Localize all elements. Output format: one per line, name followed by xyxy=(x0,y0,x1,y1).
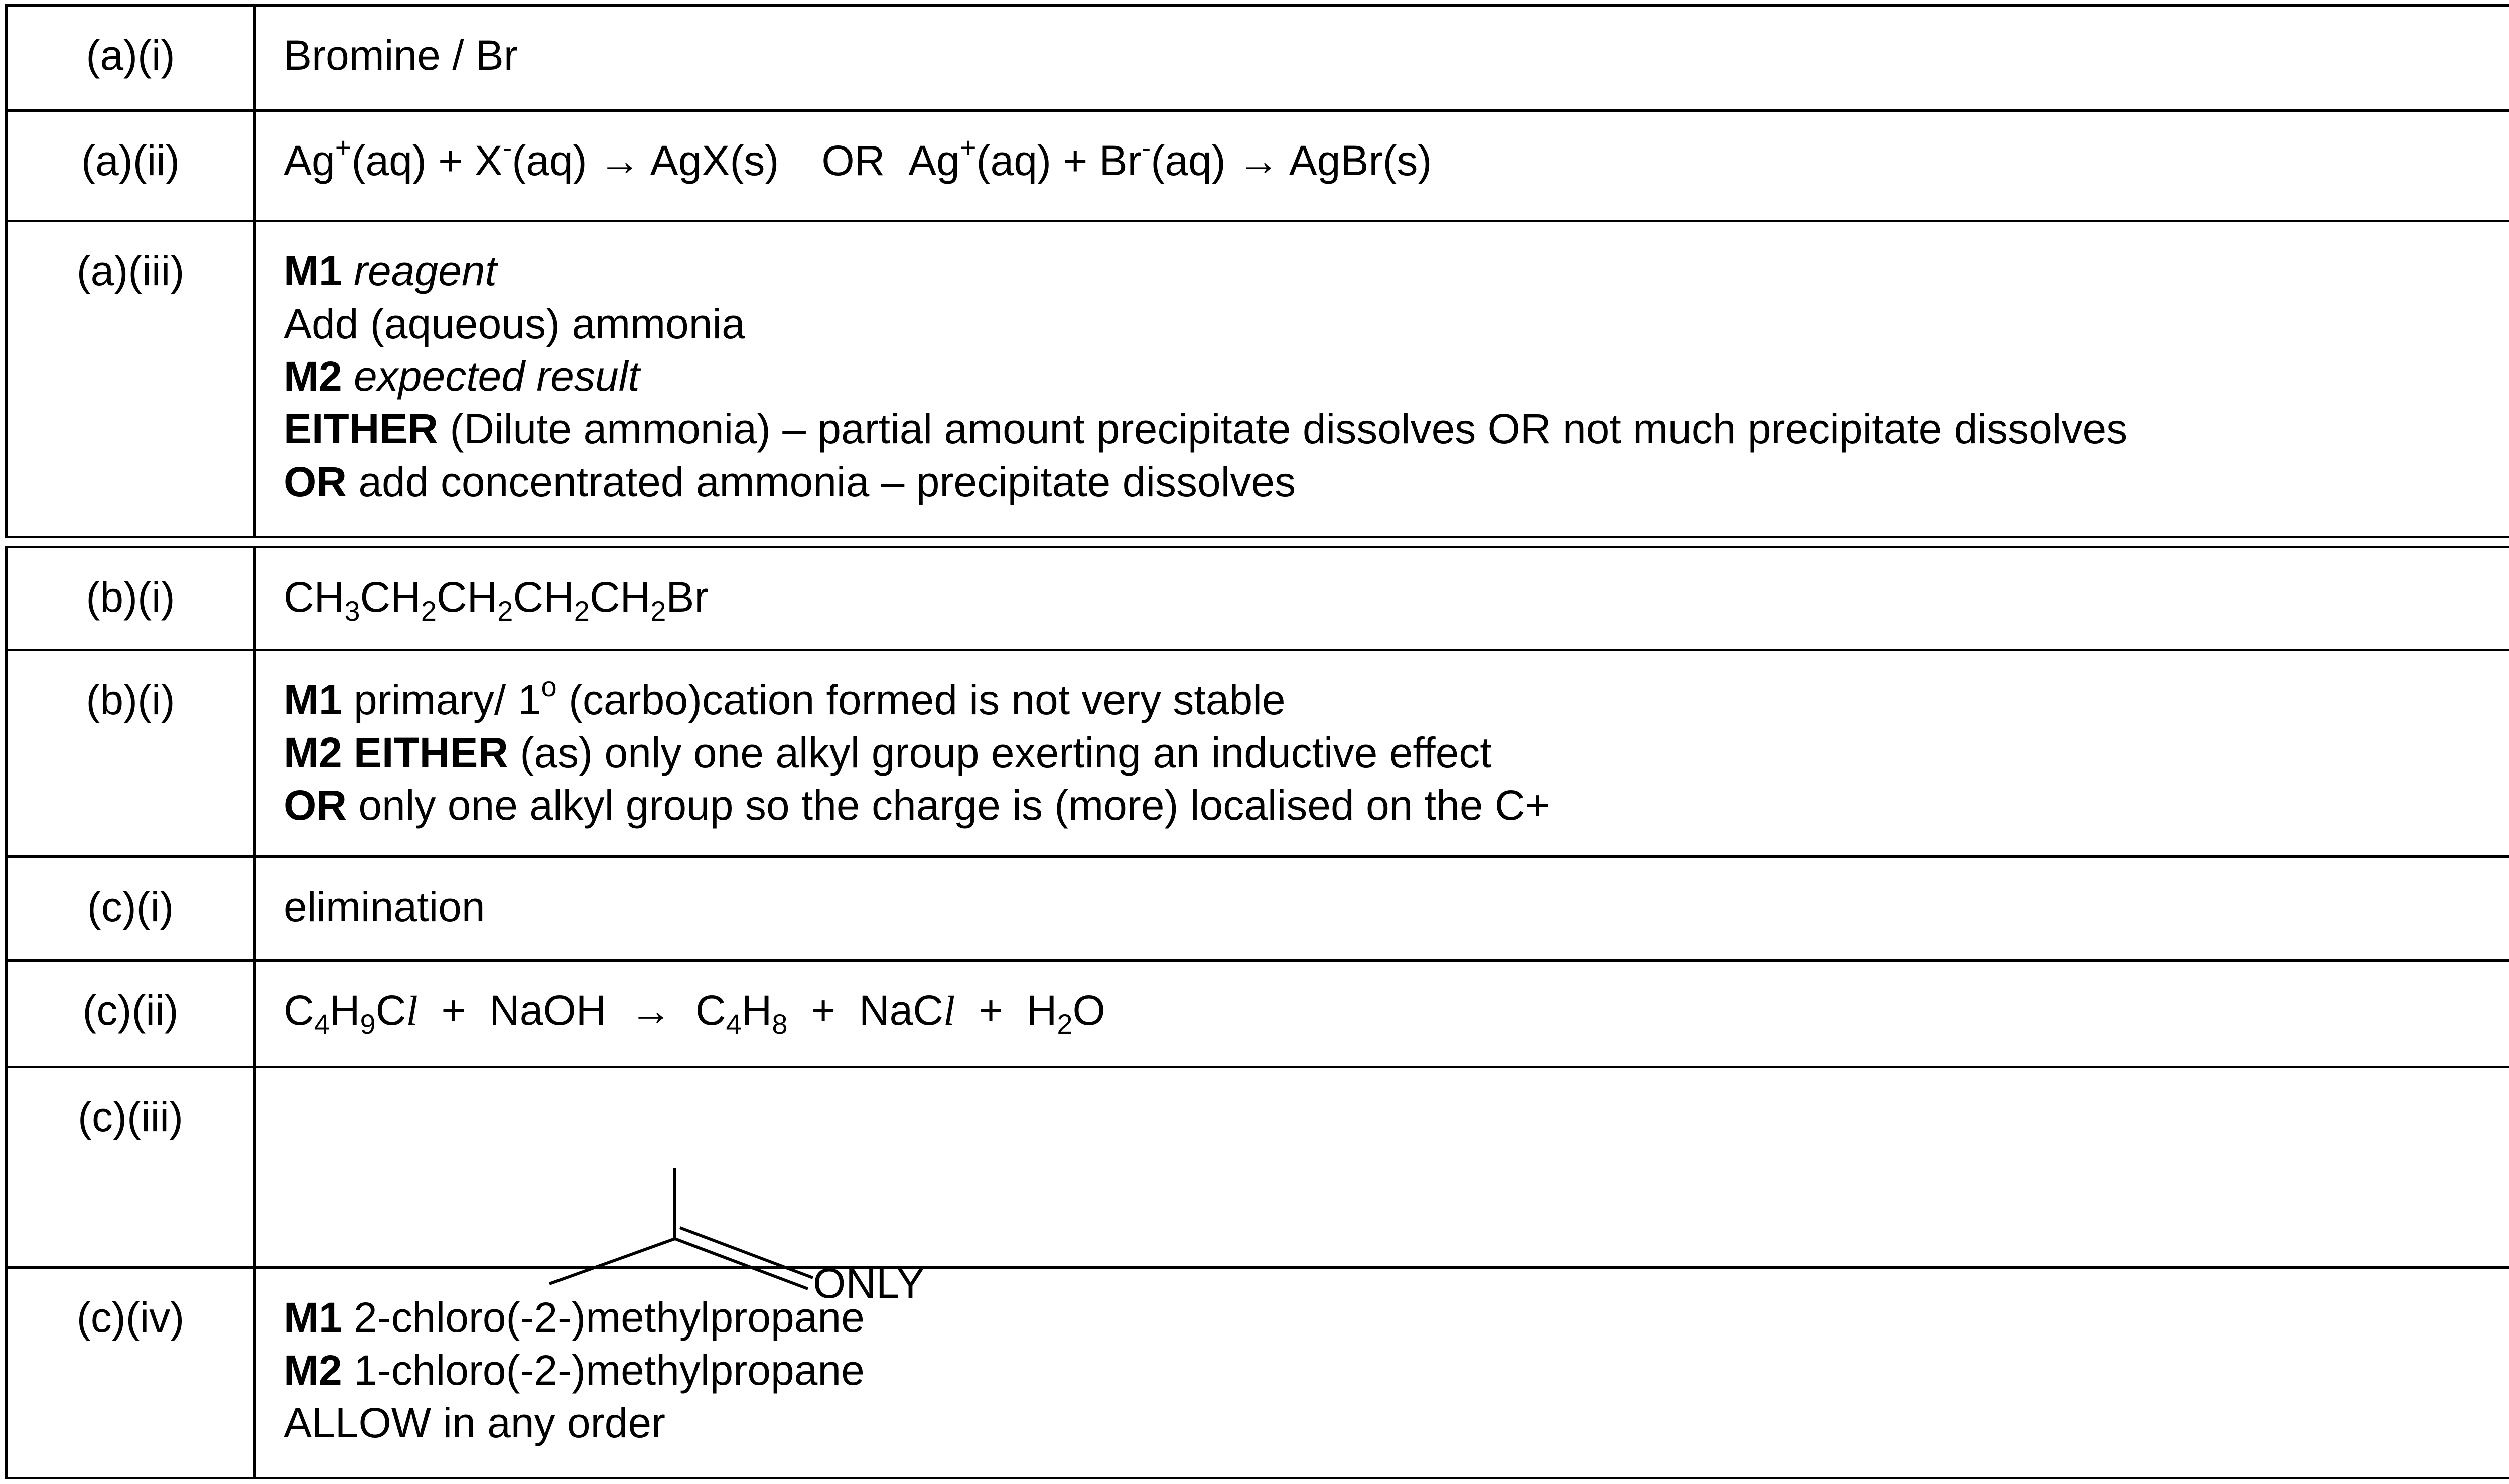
answer-cell xyxy=(256,7,2509,109)
question-number: (c)(iv) xyxy=(8,1269,256,1477)
m2-line: M2 EITHER (as) only one alkyl group exerting an inductive effect xyxy=(284,729,1492,776)
structural-formula: $CH_3CH_2CH_2CH_2CH_2Br$ xyxy=(284,573,709,627)
question-number: (c)(iii) xyxy=(8,1068,256,1266)
ionic-equation-bromide: Ag+(aq) + Br-(aq) → AgBr(s) xyxy=(908,131,1432,184)
answer-cell xyxy=(256,651,2509,855)
table-row xyxy=(8,651,2509,858)
question-number: (b)(i) xyxy=(8,548,256,649)
table-row xyxy=(8,962,2509,1068)
answer-cell xyxy=(256,962,2509,1066)
or-line: OR only one alkyl group so the charge is (more) localised on the C+ xyxy=(284,782,1550,829)
m2-line: M2 1-chloro(-2-)methylpropane xyxy=(284,1347,865,1394)
table-row xyxy=(8,858,2509,962)
question-number: (c)(ii) xyxy=(8,962,256,1066)
table-row xyxy=(8,1269,2509,1479)
answer-cell xyxy=(256,112,2509,220)
elimination-equation: $C_4H_9Cl$ + NaOH → $C_4H_8$ + NaCl + $H_2O$ xyxy=(284,987,1105,1040)
answer-cell xyxy=(256,1068,2509,1307)
m1-line: M1 2-chloro(-2-)methylpropane xyxy=(284,1294,865,1341)
question-number: (c)(i) xyxy=(8,858,256,959)
m2-line: M2 expected result xyxy=(284,353,640,400)
table-row xyxy=(8,7,2509,112)
reagent-line: Add (aqueous) ammonia xyxy=(284,300,745,347)
mark-scheme-table-b xyxy=(5,546,2509,1479)
answer-cell xyxy=(256,1269,2509,1477)
question-number: (a)(i) xyxy=(8,7,256,109)
mark-scheme-table-a xyxy=(5,4,2509,538)
ionic-equation-general: Ag+(aq) + X-(aq) → AgX(s) xyxy=(284,131,779,184)
question-number: (b)(i) xyxy=(8,651,256,855)
allow-line: ALLOW in any order xyxy=(284,1399,666,1446)
m1-line: M1 primary/ 1$^o$ (carbo)cation formed is not very stable xyxy=(284,671,1286,723)
or-line: OR add concentrated ammonia – precipitate dissolves xyxy=(284,458,1296,505)
table-row xyxy=(8,112,2509,222)
question-number: (a)(ii) xyxy=(8,112,256,220)
answer-cell xyxy=(256,222,2509,536)
answer-cell xyxy=(256,548,2509,649)
m1-line: M1 reagent xyxy=(284,247,497,294)
answer-text: Bromine / Br xyxy=(284,32,518,79)
table-row xyxy=(8,548,2509,651)
answer-text: elimination xyxy=(284,883,485,930)
question-number: (a)(iii) xyxy=(8,222,256,536)
table-row xyxy=(8,222,2509,538)
or-connector: OR xyxy=(821,137,885,184)
answer-cell xyxy=(256,858,2509,959)
either-line: EITHER (Dilute ammonia) – partial amount precipitate dissolves OR not much precipitate dissolves xyxy=(284,405,2128,453)
only-label: ONLY xyxy=(813,1260,925,1307)
table-row xyxy=(8,1068,2509,1307)
